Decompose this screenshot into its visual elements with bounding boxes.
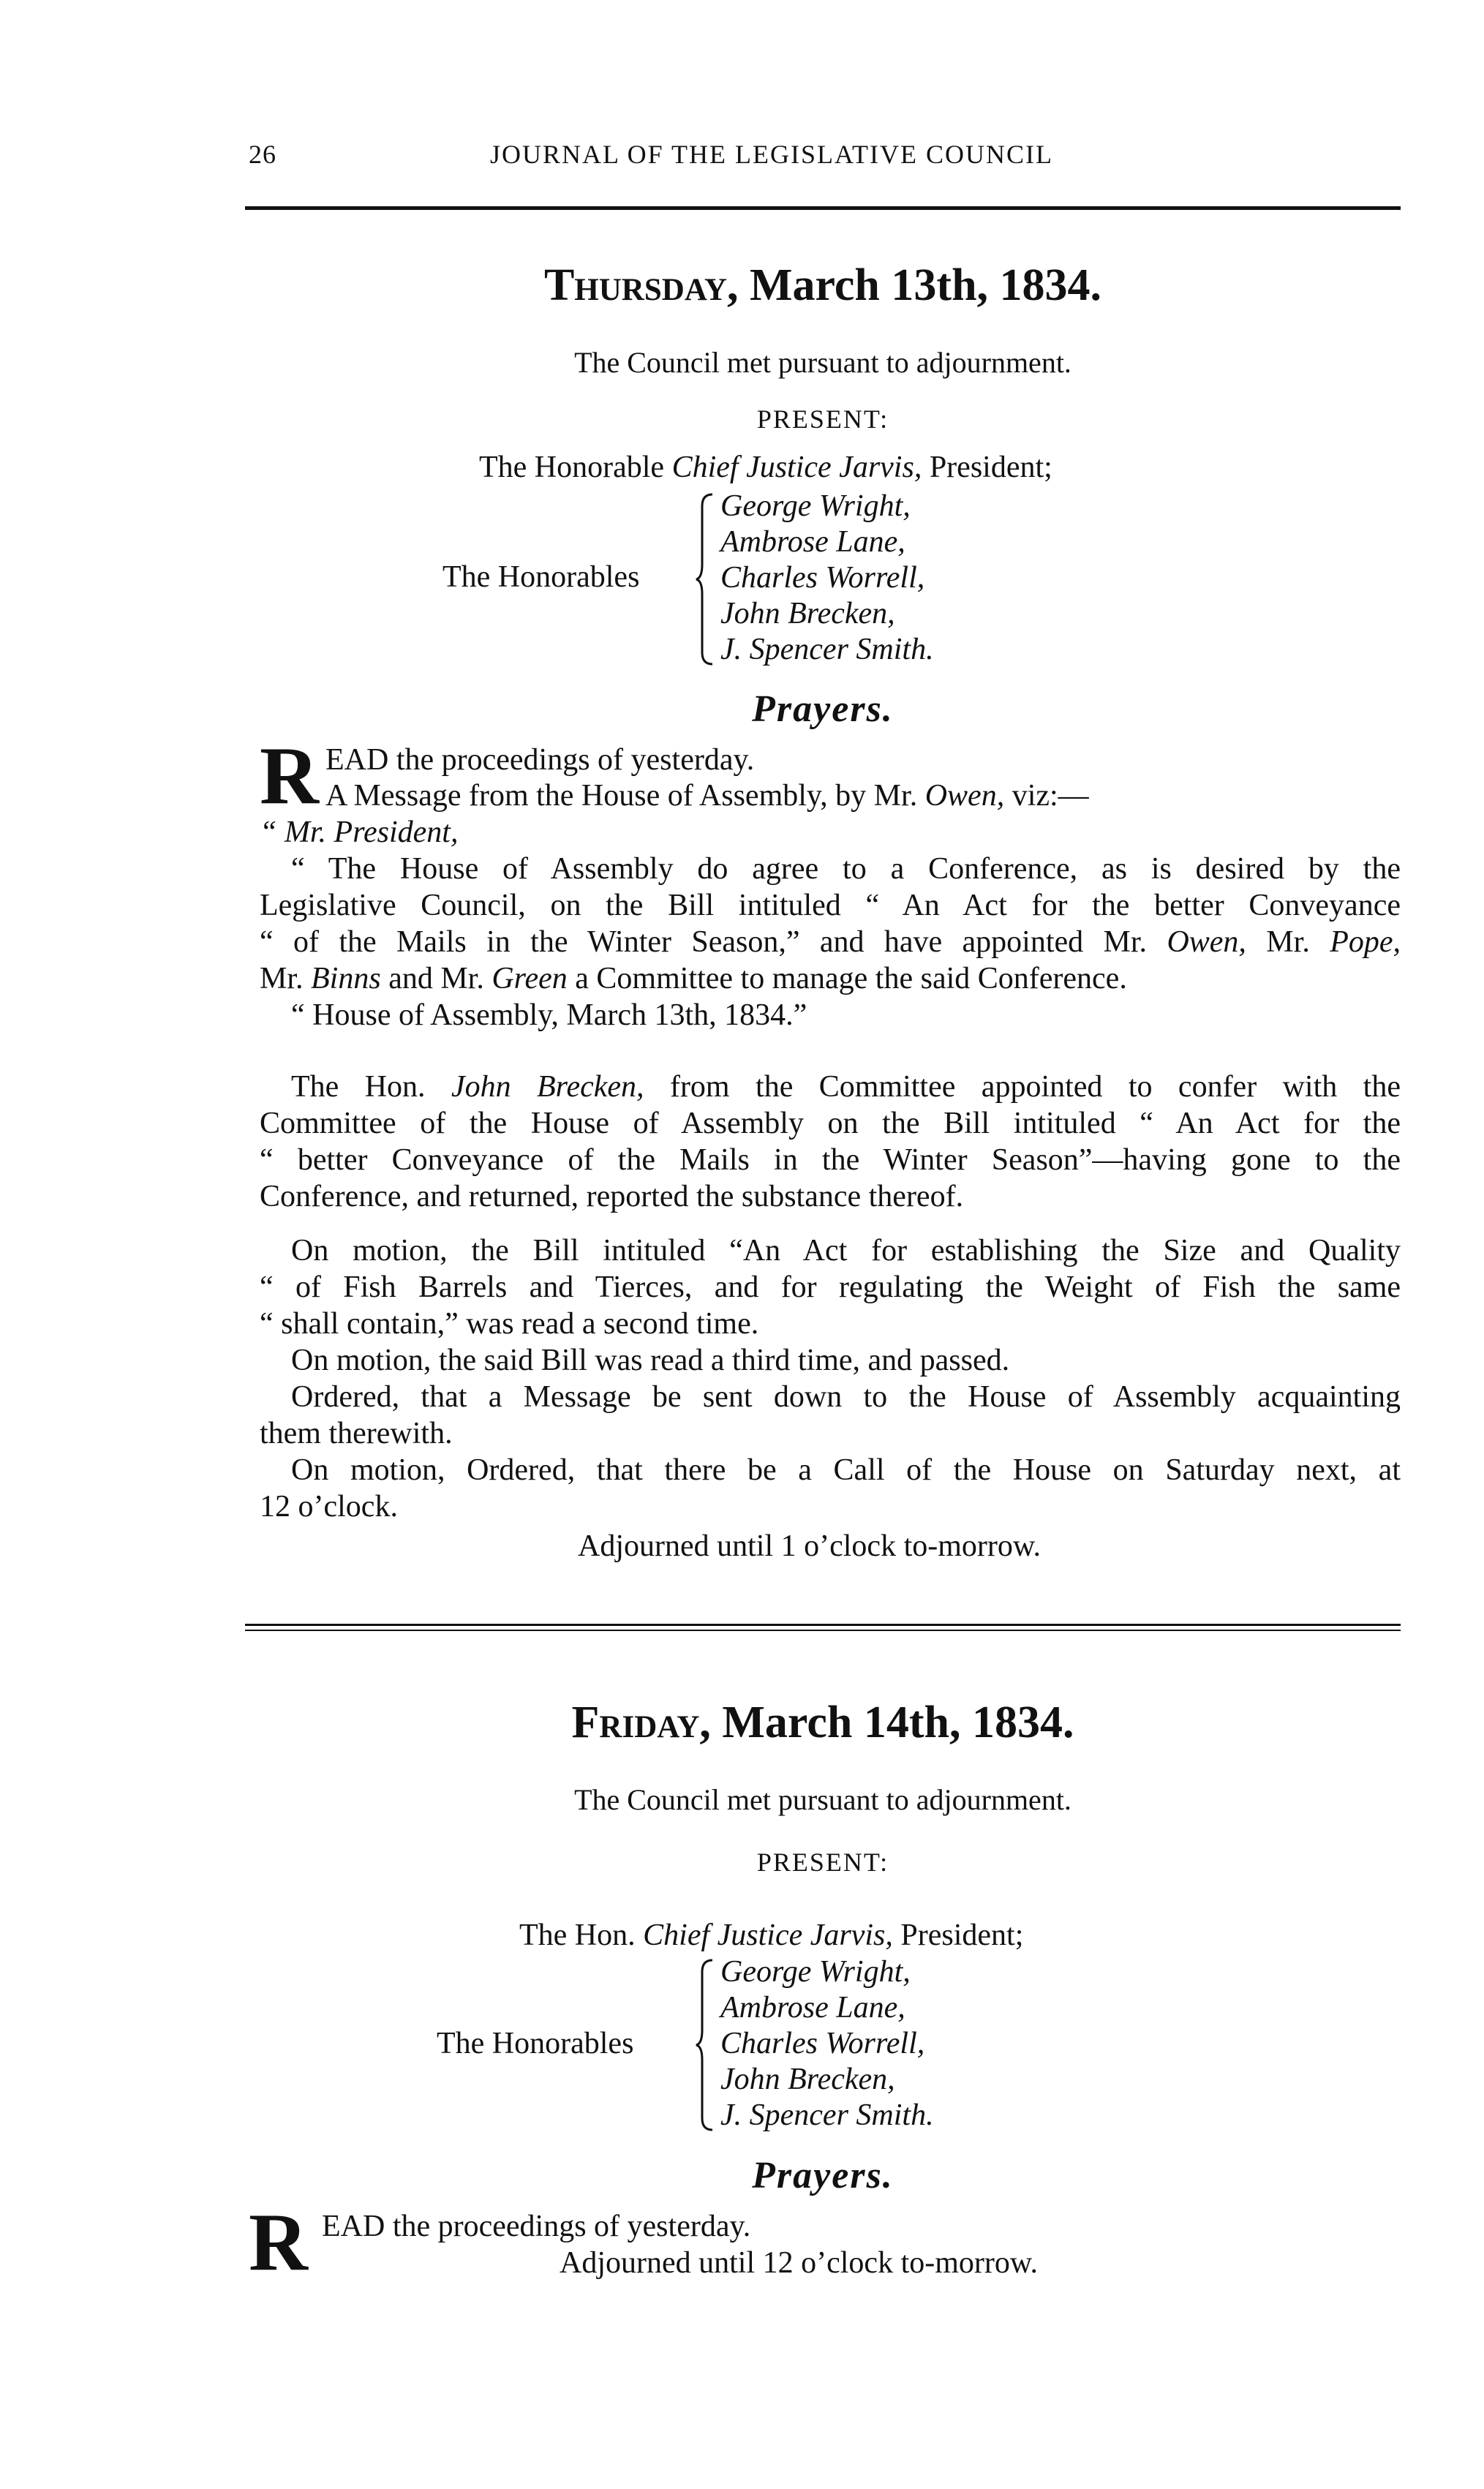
drop-cap: R [260, 731, 319, 821]
member-name: J. Spencer Smith. [720, 633, 934, 666]
message-tail: viz:— [1004, 779, 1089, 813]
name: John Brecken, [451, 1070, 644, 1104]
text: from the Committee appointed to confer with the [644, 1070, 1401, 1104]
drop-cap: R [249, 2197, 308, 2288]
president-line [519, 1918, 1023, 1953]
message-text: A Message from the House of Assembly, by Mr. [325, 779, 925, 813]
brace-icon [695, 1957, 715, 2133]
text: The Hon. [291, 1070, 451, 1104]
honorables-label: The Honorables [442, 560, 640, 594]
president-name: Chief Justice Jarvis, [643, 1918, 893, 1952]
session-date: March 14th, 1834. [722, 1698, 1074, 1747]
message-body-line: “ The House of Assembly do agree to a Conference, as is desired by the [291, 852, 1401, 886]
president-name: Chief Justice Jarvis, [671, 451, 922, 484]
committee-report-line: Conference, and returned, reported the substance thereof. [260, 1180, 964, 1213]
member-name: Charles Worrell, [720, 2027, 925, 2060]
running-header [249, 139, 1397, 183]
call-of-house-line: On motion, Ordered, that there be a Call of the House on Saturday next, at [291, 1453, 1401, 1487]
mr-president-salutation: “ Mr. President, [260, 816, 459, 849]
member-name: George Wright, [720, 1955, 911, 1989]
day-name: Friday, [571, 1698, 711, 1747]
fish-bill-line: “ shall contain,” was read a second time. [260, 1307, 759, 1341]
page-number: 26 [249, 140, 276, 169]
header-rule [245, 206, 1401, 210]
present-heading: PRESENT: [756, 404, 889, 434]
text: a Committee to manage the said Conference. [567, 962, 1127, 995]
member-name: George Wright, [720, 489, 911, 523]
met-line: The Council met pursuant to adjournment. [574, 346, 1071, 379]
member-name: John Brecken, [720, 597, 895, 630]
member-name: John Brecken, [720, 2063, 895, 2096]
message-body-line [260, 925, 1401, 960]
committee-report-line: Committee of the House of Assembly on the Bill intituled “ An Act for the [260, 1107, 1401, 1140]
ordered-line: Ordered, that a Message be sent down to the House of Assembly acquainting [291, 1380, 1401, 1414]
name: Owen, [1167, 925, 1246, 959]
ordered-line: them therewith. [260, 1417, 453, 1450]
prayers-heading: Prayers. [752, 688, 894, 730]
member-name: Charles Worrell, [720, 561, 925, 595]
messenger-name: Owen, [924, 779, 1005, 813]
call-of-house-line: 12 o’clock. [260, 1490, 398, 1524]
committee-report-line [291, 1069, 1401, 1104]
session-title-friday [245, 1697, 1401, 1749]
session-date: March 13th, 1834. [750, 260, 1102, 310]
name: Binns [311, 962, 381, 995]
member-name: Ambrose Lane, [720, 1991, 905, 2025]
name: Pope, [1330, 925, 1401, 959]
prayers-heading: Prayers. [752, 2155, 894, 2196]
message-body-line: Legislative Council, on the Bill intituled “ An Act for the better Conveyance [260, 889, 1401, 922]
member-name: Ambrose Lane, [720, 525, 905, 559]
section-divider [245, 1624, 1401, 1626]
president-prefix: The Honorable [479, 451, 665, 484]
president-line [479, 450, 1052, 485]
adjournment-line: Adjourned until 12 o’clock to-morrow. [560, 2246, 1038, 2280]
read-proceedings: EAD the proceedings of yesterday. [322, 2210, 751, 2243]
message-body-line [260, 961, 1127, 996]
adjournment-line: Adjourned until 1 o’clock to-morrow. [578, 1529, 1041, 1563]
president-suffix: President; [929, 451, 1052, 484]
third-reading-line: On motion, the said Bill was read a third time, and passed. [291, 1344, 1010, 1377]
text: Mr. [1246, 925, 1330, 959]
message-signature: “ House of Assembly, March 13th, 1834.” [291, 998, 807, 1032]
text: Mr. [260, 962, 312, 995]
day-name: Thursday, [543, 260, 739, 310]
fish-bill-line: On motion, the Bill intituled “An Act for establishing the Size and Quality [291, 1234, 1401, 1268]
message-line [325, 778, 1089, 813]
member-name: J. Spencer Smith. [720, 2098, 934, 2132]
present-heading: PRESENT: [756, 1848, 889, 1877]
met-line: The Council met pursuant to adjournment. [574, 1783, 1071, 1816]
section-divider [245, 1630, 1401, 1631]
fish-bill-line: “ of Fish Barrels and Tierces, and for regulating the Weight of Fish the same [260, 1270, 1401, 1304]
president-prefix: The Hon. [519, 1918, 636, 1952]
running-title: JOURNAL OF THE LEGISLATIVE COUNCIL [490, 140, 1053, 169]
president-suffix: President; [900, 1918, 1024, 1952]
name: Green [491, 962, 568, 995]
session-title-thursday [245, 260, 1401, 312]
text: “ of the Mails in the Winter Season,” and have appointed Mr. [260, 925, 1167, 959]
honorables-label: The Honorables [437, 2027, 634, 2060]
read-proceedings: EAD the proceedings of yesterday. [325, 743, 755, 777]
committee-report-line: “ better Conveyance of the Mails in the Winter Season”—having gone to the [260, 1143, 1401, 1177]
text: and Mr. [380, 962, 492, 995]
brace-icon [695, 492, 715, 667]
